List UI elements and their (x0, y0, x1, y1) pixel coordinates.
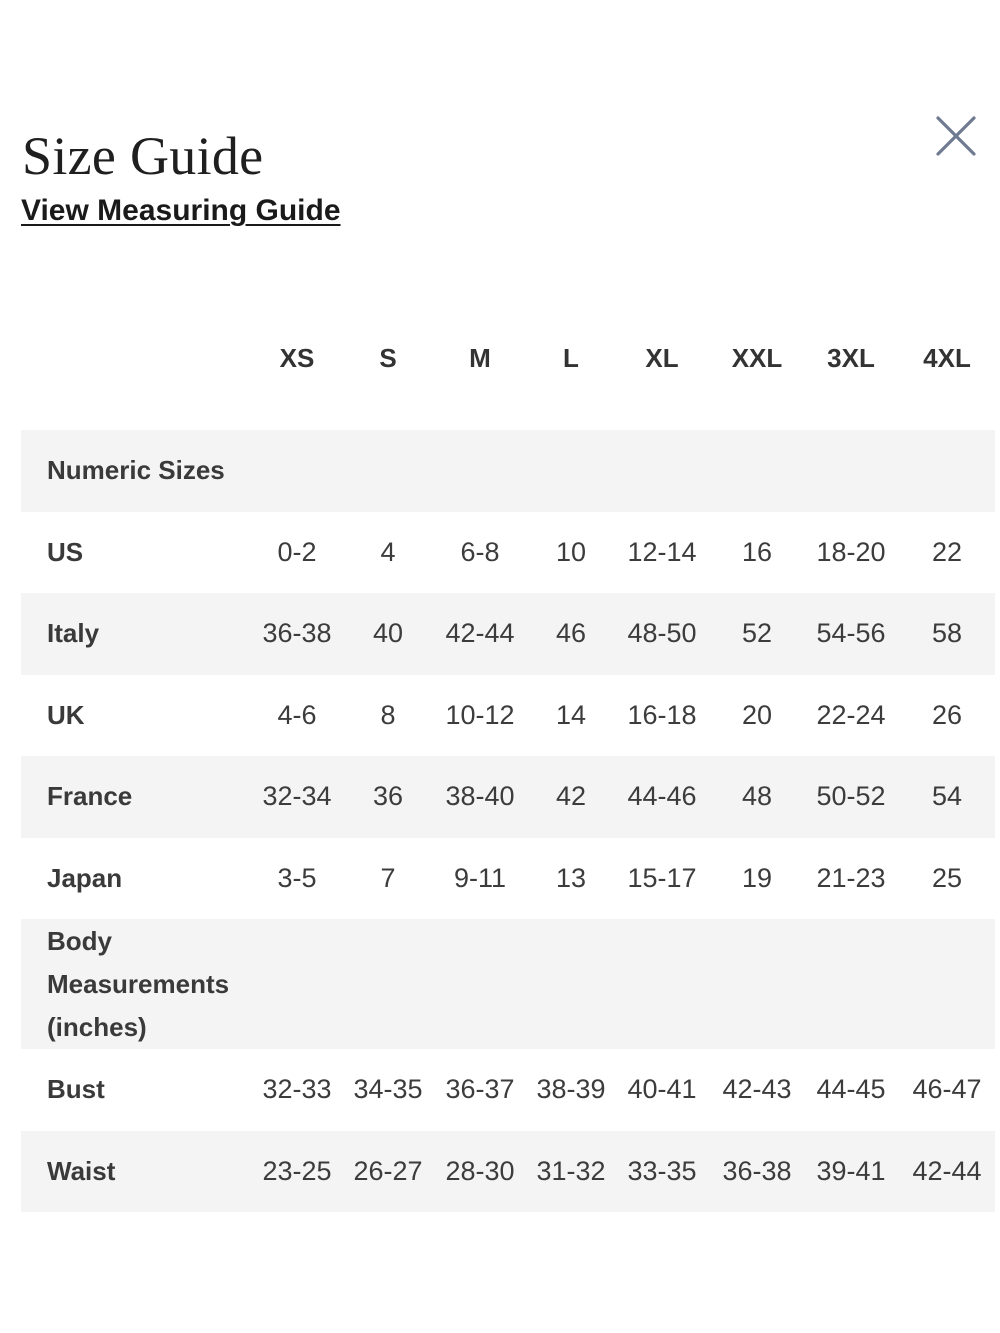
table-cell: 44-46 (627, 781, 697, 812)
table-cell: 8 (380, 699, 396, 730)
table-cell: 44-45 (816, 1074, 886, 1105)
table-cell: 0-2 (277, 536, 317, 567)
table-cell: 48-50 (627, 618, 697, 649)
close-icon (935, 115, 977, 157)
size-header-3xl: 3XL (827, 343, 875, 373)
size-header-xs: XS (279, 343, 315, 373)
table-cell: 26 (931, 699, 963, 730)
table-cell: 34-35 (353, 1074, 423, 1105)
table-cell: 32-34 (262, 781, 332, 812)
table-cell: 23-25 (262, 1155, 332, 1186)
table-cell: 36 (372, 781, 404, 812)
table-cell: 22 (931, 536, 963, 567)
table-cell: 16-18 (627, 699, 697, 730)
size-table (21, 430, 995, 1212)
size-header-l: L (563, 343, 579, 373)
close-button[interactable] (930, 110, 982, 162)
table-cell: 52 (741, 618, 773, 649)
table-cell: 46 (555, 618, 587, 649)
table-cell: 42-43 (722, 1074, 792, 1105)
row-label: Bust (47, 1074, 105, 1105)
table-cell: 40-41 (627, 1074, 697, 1105)
table-row-waist (21, 1131, 995, 1213)
table-cell: 36-38 (722, 1155, 792, 1186)
size-header-m: M (469, 343, 491, 373)
row-label: France (47, 781, 133, 812)
table-cell: 21-23 (816, 862, 886, 893)
table-row-france (21, 756, 995, 838)
table-cell: 46-47 (912, 1074, 982, 1105)
table-cell: 36-38 (262, 618, 332, 649)
table-cell: 19 (741, 862, 773, 893)
table-cell: 16 (741, 536, 773, 567)
row-label: Waist (47, 1155, 116, 1186)
table-cell: 18-20 (816, 536, 886, 567)
section-label: Numeric Sizes (47, 455, 225, 486)
size-header-s: S (379, 343, 397, 373)
table-cell: 3-5 (277, 862, 317, 893)
size-header-xxl: XXL (731, 343, 783, 373)
table-cell: 54-56 (816, 618, 886, 649)
table-cell: 38-39 (536, 1074, 606, 1105)
table-cell: 13 (555, 862, 587, 893)
size-header-row (0, 328, 1000, 388)
table-cell: 33-35 (627, 1155, 697, 1186)
view-measuring-guide-link[interactable]: View Measuring Guide (21, 194, 341, 227)
table-cell: 9-11 (453, 862, 507, 893)
table-row-italy (21, 593, 995, 675)
row-label: UK (47, 699, 85, 730)
table-cell: 25 (931, 862, 963, 893)
table-cell: 48 (741, 781, 773, 812)
table-cell: 26-27 (353, 1155, 423, 1186)
table-cell: 6-8 (460, 536, 500, 567)
table-cell: 15-17 (627, 862, 697, 893)
table-row-japan (21, 838, 995, 920)
row-label: Japan (47, 862, 123, 893)
row-label: Italy (47, 618, 100, 649)
table-cell: 32-33 (262, 1074, 332, 1105)
table-cell: 20 (741, 699, 773, 730)
section-row-body-measurements-inches (21, 919, 995, 1049)
table-cell: 10 (555, 536, 587, 567)
page-title: Size Guide (22, 126, 264, 186)
section-row-numeric-sizes (21, 430, 995, 512)
table-cell: 58 (931, 618, 963, 649)
table-cell: 38-40 (445, 781, 515, 812)
table-cell: 22-24 (816, 699, 886, 730)
table-cell: 39-41 (816, 1155, 886, 1186)
size-header-4xl: 4XL (923, 343, 971, 373)
table-cell: 40 (372, 618, 404, 649)
table-cell: 7 (380, 862, 396, 893)
table-cell: 28-30 (445, 1155, 515, 1186)
table-row-us (21, 512, 995, 594)
table-cell: 50-52 (816, 781, 886, 812)
table-cell: 12-14 (627, 536, 697, 567)
table-cell: 10-12 (445, 699, 515, 730)
table-row-bust (21, 1049, 995, 1131)
table-cell: 14 (555, 699, 587, 730)
table-row-uk (21, 675, 995, 757)
table-cell: 42 (555, 781, 587, 812)
row-label: US (47, 536, 84, 567)
table-cell: 54 (931, 781, 963, 812)
table-cell: 42-44 (445, 618, 515, 649)
table-cell: 31-32 (536, 1155, 606, 1186)
size-header-xl: XL (645, 343, 679, 373)
table-cell: 42-44 (912, 1155, 982, 1186)
section-label: Body Measurements (inches) (47, 925, 230, 1042)
table-cell: 36-37 (445, 1074, 515, 1105)
table-cell: 4-6 (277, 699, 317, 730)
table-cell: 4 (380, 536, 396, 567)
